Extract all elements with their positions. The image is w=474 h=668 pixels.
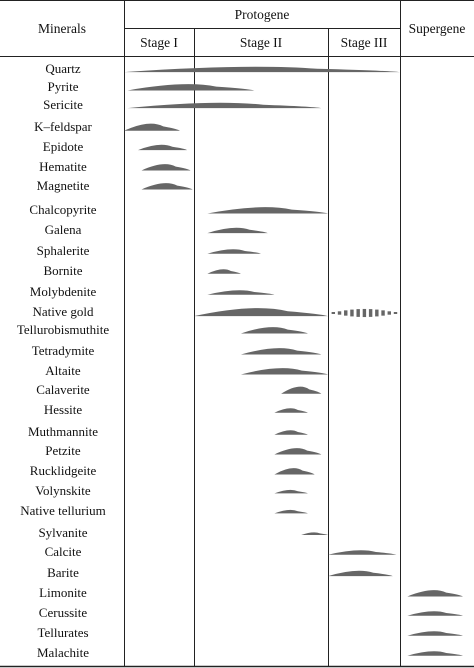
paragenesis-bar xyxy=(274,448,321,454)
paragenesis-bar xyxy=(274,490,308,494)
paragenesis-bar xyxy=(124,124,180,131)
mineral-label: Hessite xyxy=(43,402,83,417)
mineral-label: Chalcopyrite xyxy=(29,202,97,217)
paragenesis-bar-dashed xyxy=(338,311,341,314)
mineral-label: Tellurobismuthite xyxy=(16,322,110,337)
paragenesis-bar-dashed xyxy=(350,310,353,317)
paragenesis-bar xyxy=(274,408,308,412)
paragenesis-bar xyxy=(124,67,400,72)
mineral-label: Barite xyxy=(47,565,79,580)
mineral-label: Cerussite xyxy=(38,605,88,620)
stage-3-header: Stage III xyxy=(340,35,388,50)
paragenesis-bar xyxy=(241,327,308,333)
mineral-label: Magnetite xyxy=(36,178,90,193)
paragenesis-bar xyxy=(281,387,321,394)
paragenesis-bar xyxy=(407,631,463,635)
minerals-header: Minerals xyxy=(38,21,86,36)
supergene-header: Supergene xyxy=(408,21,466,36)
mineral-label: Malachite xyxy=(37,645,89,660)
paragenesis-bar-dashed xyxy=(394,312,397,314)
paragenesis-bar xyxy=(207,269,241,273)
paragenesis-bar xyxy=(407,590,463,596)
paragenesis-bar xyxy=(128,103,322,108)
paragenesis-bar xyxy=(241,348,321,354)
paragenesis-bar-dashed xyxy=(363,309,366,317)
mineral-label: Sericite xyxy=(43,97,83,112)
mineral-label: K–feldspar xyxy=(34,119,92,134)
mineral-label: Pyrite xyxy=(47,79,79,94)
mineral-label: Sylvanite xyxy=(38,525,88,540)
mineral-label: Quartz xyxy=(45,61,81,76)
protogene-header: Protogene xyxy=(234,7,290,22)
paragenesis-bar xyxy=(274,430,308,434)
mineral-label: Calcite xyxy=(44,544,82,559)
mineral-label: Tetradymite xyxy=(31,343,95,358)
paragenesis-bar-dashed xyxy=(332,312,335,314)
paragenesis-bar xyxy=(128,84,255,90)
paragenesis-bar xyxy=(274,510,308,514)
mineral-label: Epidote xyxy=(42,139,84,154)
mineral-label: Tellurates xyxy=(37,625,89,640)
paragenesis-bar xyxy=(328,550,396,554)
paragenesis-bar-dashed xyxy=(344,310,347,315)
paragenesis-bar xyxy=(142,164,191,170)
paragenesis-bar xyxy=(301,532,328,535)
mineral-label: Native gold xyxy=(32,304,94,319)
paragenesis-bar-dashed xyxy=(356,309,359,317)
mineral-label: Altaite xyxy=(45,363,81,378)
paragenesis-bar xyxy=(274,468,314,474)
mineral-label: Volynskite xyxy=(35,483,91,498)
paragenesis-bar xyxy=(207,228,267,233)
mineral-label: Molybdenite xyxy=(29,284,97,299)
mineral-label: Petzite xyxy=(45,443,81,458)
mineral-label: Galena xyxy=(44,222,82,237)
paragenesis-bar xyxy=(207,249,261,253)
paragenesis-bar xyxy=(407,611,463,615)
mineral-label: Sphalerite xyxy=(36,243,90,258)
paragenesis-bar-dashed xyxy=(388,311,391,314)
mineral-label: Limonite xyxy=(39,585,87,600)
paragenesis-bar xyxy=(142,183,193,189)
stage-1-header: Stage I xyxy=(140,35,178,50)
mineral-label: Calaverite xyxy=(36,382,90,397)
paragenesis-bar-dashed xyxy=(381,310,384,315)
paragenesis-bar xyxy=(241,368,328,374)
mineral-label: Bornite xyxy=(43,263,83,278)
mineral-label: Native tellurium xyxy=(20,503,106,518)
mineral-label: Muthmannite xyxy=(27,424,99,439)
paragenesis-bar xyxy=(328,571,393,576)
paragenesis-bar xyxy=(207,207,328,213)
paragenesis-bar-dashed xyxy=(369,309,372,317)
mineral-label: Rucklidgeite xyxy=(29,463,97,478)
paragenesis-bar xyxy=(407,651,463,655)
mineral-label: Hematite xyxy=(39,159,87,174)
stage-2-header: Stage II xyxy=(239,35,283,50)
paragenesis-bar xyxy=(194,308,328,316)
paragenesis-bar xyxy=(138,145,187,150)
paragenesis-bar-dashed xyxy=(375,310,378,317)
paragenesis-bar xyxy=(207,290,274,294)
